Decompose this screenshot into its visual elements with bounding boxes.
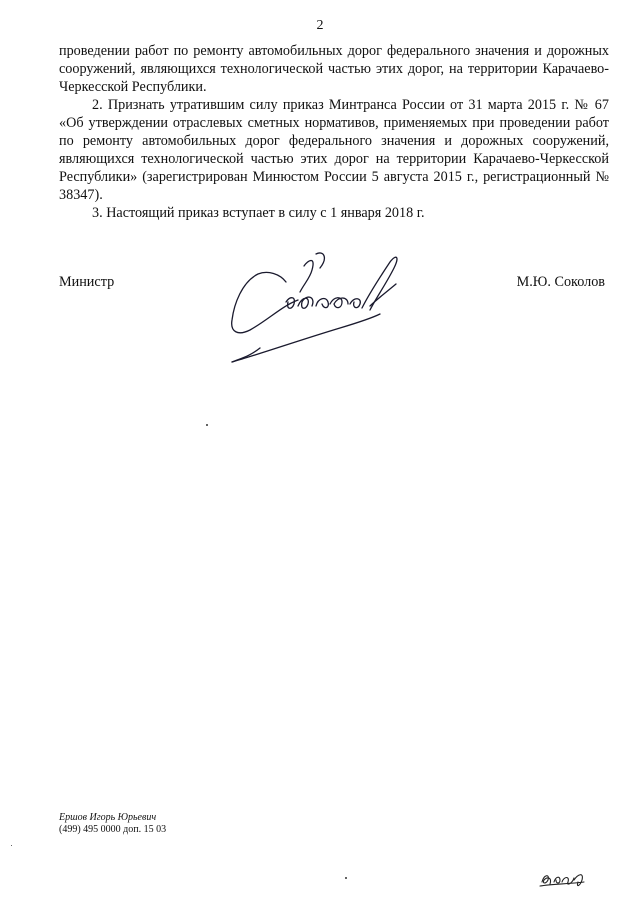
executor-info <box>59 812 166 836</box>
executor-name: Ершов Игорь Юрьевич <box>59 812 157 823</box>
scan-speck <box>11 845 12 846</box>
signer-position: Министр <box>59 274 115 290</box>
page-number: 2 <box>316 18 324 33</box>
handwritten-initials <box>538 866 588 890</box>
scan-speck <box>345 877 347 879</box>
document-body <box>59 42 609 222</box>
signer-name: М.Ю. Соколов <box>516 274 605 290</box>
scan-speck <box>206 424 208 426</box>
paragraph-3: 3. Настоящий приказ вступает в силу с 1 января 2018 г. <box>92 205 425 221</box>
paragraph-continuation: проведении работ по ремонту автомобильных дорог федерального значения и дорожных сооружений, являющихся технологической частью этих дорог, на территории Карачаево-Черкесской Республики. <box>59 43 609 95</box>
executor-phone: (499) 495 0000 доп. 15 03 <box>59 824 167 835</box>
handwritten-signature <box>220 244 420 374</box>
paragraph-2: 2. Признать утратившим силу приказ Минтранса России от 31 марта 2015 г. № 67 «Об утверждении отраслевых сметных нормативов, применяемых при проведении работ по ремонту автомобильных дорог федерального значения и дорожных сооружений, являющихся технологической частью этих дорог на территории Карачаево-Черкесской Республики» (зарегистрирован Минюстом России 5 августа 2015 г., регистрационный № 38347). <box>59 97 609 203</box>
